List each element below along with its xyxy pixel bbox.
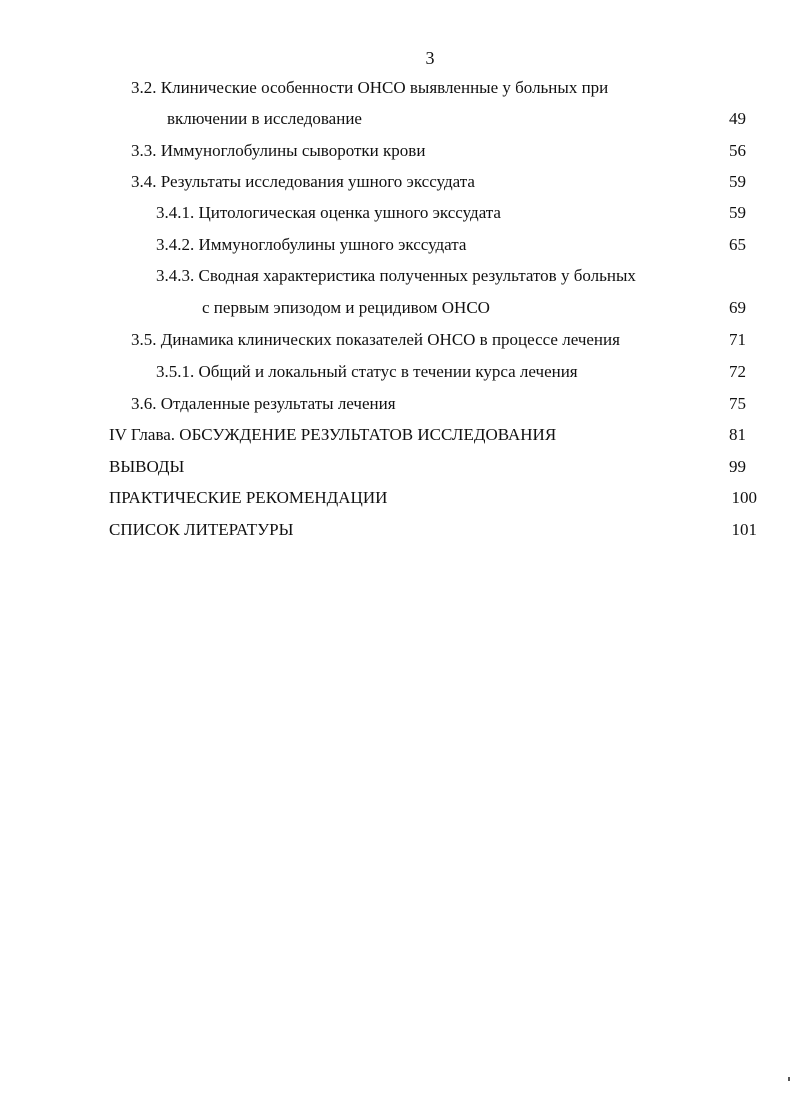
toc-entry-3-5-1: 3.5.1. Общий и локальный статус в течении курса лечения: [156, 362, 578, 381]
toc-page-3-4: 59: [729, 172, 746, 191]
toc-entry-chapter-4: IV Глава. ОБСУЖДЕНИЕ РЕЗУЛЬТАТОВ ИССЛЕДОВАНИЯ: [109, 425, 557, 444]
toc-entry-3-4-2: 3.4.2. Иммуноглобулины ушного экссудата: [156, 235, 467, 254]
toc-entry-3-2-cont: включении в исследование: [167, 109, 362, 128]
toc-entry-3-4-1: 3.4.1. Цитологическая оценка ушного экссудата: [156, 203, 501, 222]
toc-entry-3-5: 3.5. Динамика клинических показателей ОНСО в процессе лечения: [131, 330, 620, 349]
scan-speck: [788, 1077, 790, 1081]
toc-page-chapter-4: 81: [729, 425, 746, 444]
toc-entry-3-2: 3.2. Клинические особенности ОНСО выявленные у больных при: [131, 78, 609, 97]
toc-page-3-5: 71: [729, 330, 746, 349]
toc-entry-3-4: 3.4. Результаты исследования ушного экссудата: [131, 172, 475, 191]
toc-page-references: 101: [731, 520, 757, 539]
toc-entry-references: СПИСОК ЛИТЕРАТУРЫ: [109, 520, 294, 539]
toc-entry-3-4-3: 3.4.3. Сводная характеристика полученных результатов у больных: [156, 266, 636, 285]
toc-entry-conclusions: ВЫВОДЫ: [109, 457, 185, 476]
toc-page-3-5-1: 72: [729, 362, 746, 381]
toc-page-3-3: 56: [729, 141, 746, 160]
toc-page-3-4-2: 65: [729, 235, 746, 254]
toc-page-conclusions: 99: [729, 457, 746, 476]
page-number: 3: [425, 48, 435, 68]
toc-page-3-4-1: 59: [729, 203, 746, 222]
toc-page-3-6: 75: [729, 394, 746, 413]
toc-entry-3-4-3-cont: с первым эпизодом и рецидивом ОНСО: [202, 298, 490, 317]
toc-entry-recommendations: ПРАКТИЧЕСКИЕ РЕКОМЕНДАЦИИ: [109, 488, 388, 507]
toc-page-3-2: 49: [729, 109, 746, 128]
toc-entry-3-6: 3.6. Отдаленные результаты лечения: [131, 394, 396, 413]
toc-page-3-4-3: 69: [729, 298, 746, 317]
toc-page-recommendations: 100: [731, 488, 757, 507]
toc-entry-3-3: 3.3. Иммуноглобулины сыворотки крови: [131, 141, 426, 160]
